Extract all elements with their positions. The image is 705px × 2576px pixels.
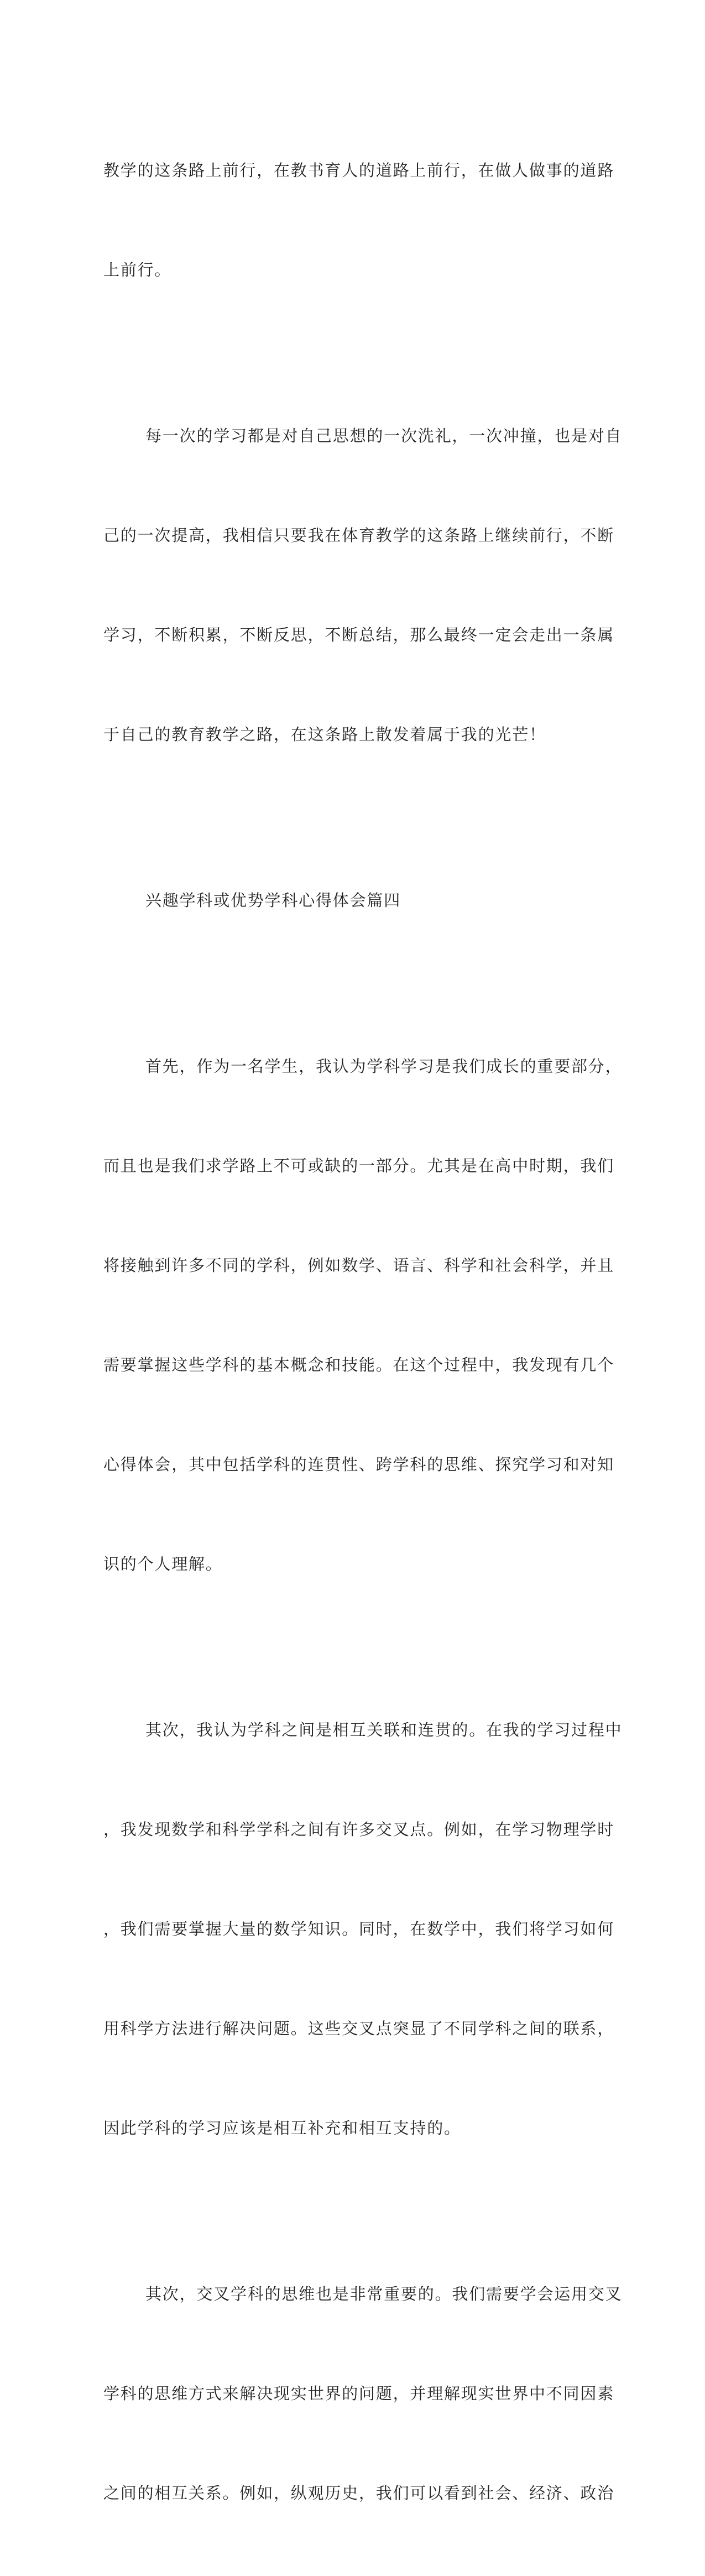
text-line: 心得体会，其中包括学科的连贯性、跨学科的思维、探究学习和对知: [103, 1455, 615, 1474]
text-line: 识的个人理解。: [103, 1555, 223, 1573]
text-line: 其次，我认为学科之间是相互关联和连贯的。在我的学习过程中: [145, 1720, 623, 1739]
text-line: 学科的思维方式来解决现实世界的问题，并理解现实世界中不同因素: [103, 2384, 615, 2403]
text-line: 需要掌握这些学科的基本概念和技能。在这个过程中，我发现有几个: [103, 1355, 615, 1374]
text-line: 教学的这条路上前行，在教书育人的道路上前行，在做人做事的道路: [103, 161, 615, 180]
section-heading: [103, 817, 596, 983]
paragraph-intro: [103, 983, 623, 1647]
text-line: 每一次的学习都是对自己思想的一次洗礼，一次冲撞，也是对自: [145, 426, 623, 445]
paragraph-continuation: [103, 87, 615, 353]
text-line: 上前行。: [103, 260, 172, 279]
text-line: 用科学方法进行解决问题。这些交叉点突显了不同学科之间的联系，: [103, 2019, 615, 2038]
document-body: [103, 87, 623, 2576]
paragraph-reflection: [103, 353, 623, 817]
text-line: 己的一次提高，我相信只要我在体育教学的这条路上继续前行，不断: [103, 526, 615, 545]
text-line: 首先，作为一名学生，我认为学科学习是我们成长的重要部分，: [145, 1057, 623, 1076]
text-line: 而且也是我们求学路上不可或缺的一部分。尤其是在高中时期，我们: [103, 1156, 615, 1175]
paragraph-coherence: [103, 1647, 623, 2211]
section-title: 兴趣学科或优势学科心得体会篇四: [145, 891, 401, 910]
text-line: 学习，不断积累，不断反思，不断总结，那么最终一定会走出一条属: [103, 625, 615, 644]
text-line: ，我发现数学和科学学科之间有许多交叉点。例如，在学习物理学时: [103, 1820, 615, 1839]
text-line: 因此学科的学习应该是相互补充和相互支持的。: [103, 2119, 461, 2137]
text-line: 于自己的教育教学之路，在这条路上散发着属于我的光芒！: [103, 725, 546, 744]
paragraph-interdisciplinary: [103, 2211, 623, 2576]
text-line: 将接触到许多不同的学科，例如数学、语言、科学和社会科学，并且: [103, 1256, 615, 1275]
text-line: 其次，交叉学科的思维也是非常重要的。我们需要学会运用交叉: [145, 2285, 623, 2303]
text-line: 之间的相互关系。例如，纵观历史，我们可以看到社会、经济、政治: [103, 2484, 615, 2502]
text-line: ，我们需要掌握大量的数学知识。同时，在数学中，我们将学习如何: [103, 1920, 615, 1938]
